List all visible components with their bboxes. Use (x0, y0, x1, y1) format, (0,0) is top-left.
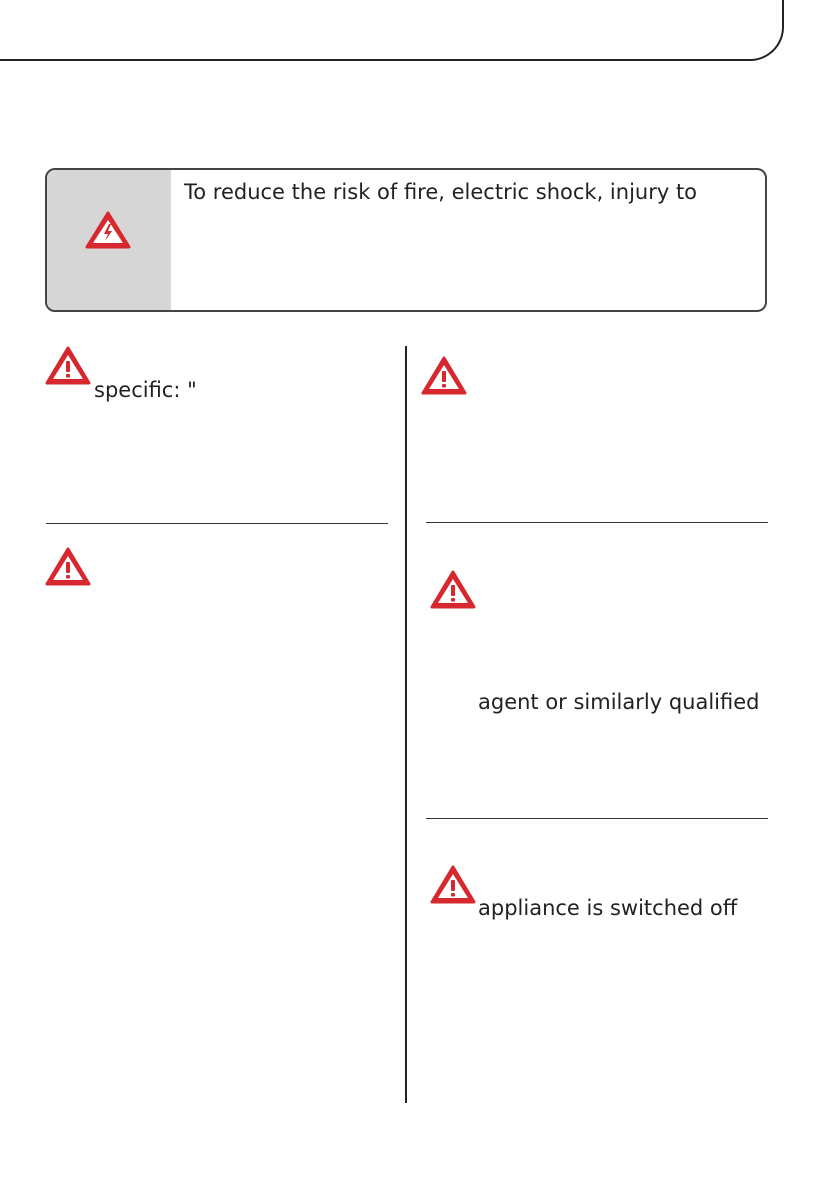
notice-icon-panel (47, 170, 171, 310)
column-divider (405, 346, 407, 1103)
warning-icon (429, 864, 477, 906)
warning-icon (429, 569, 477, 611)
divider (426, 522, 768, 523)
right-block2-text: agent or similarly qualified (478, 690, 760, 714)
warning-icon (44, 546, 92, 588)
left-block1-text: specific: " (94, 378, 197, 402)
divider (426, 818, 768, 819)
warning-icon (420, 355, 468, 397)
top-warning-notice (45, 168, 767, 312)
page-corner-border (0, 0, 784, 61)
warning-icon (44, 345, 92, 387)
electric-shock-warning-icon (84, 210, 132, 250)
right-block3-text: appliance is switched off (478, 896, 738, 920)
divider (46, 523, 388, 524)
notice-text: To reduce the risk of fire, electric shock, injury to (184, 180, 698, 204)
